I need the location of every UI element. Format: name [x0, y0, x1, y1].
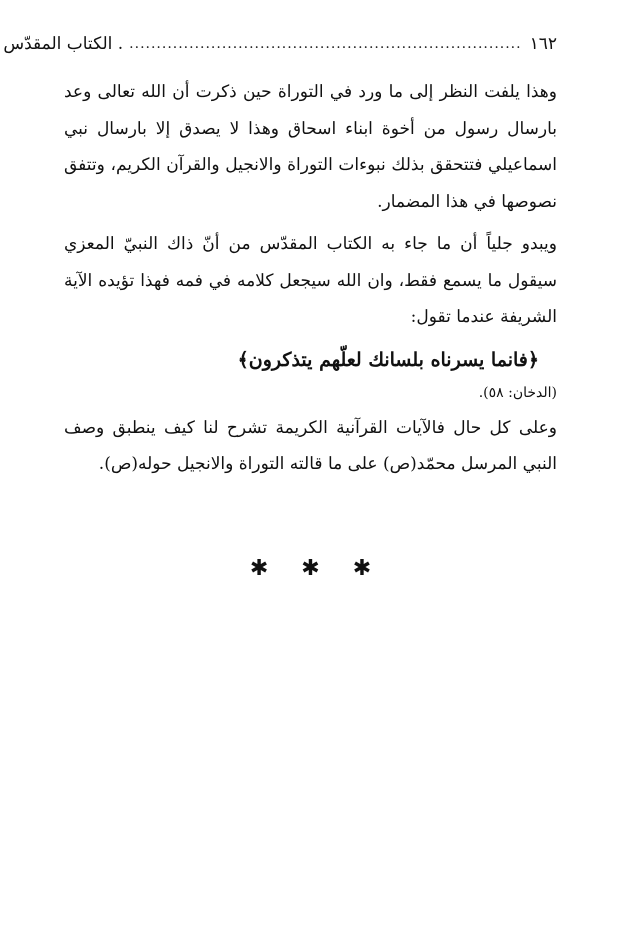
verse-citation: (الدخان: ٥٨). [478, 384, 557, 401]
paragraph-3: وعلى كل حال فالآيات القرآنية الكريمة تشرح لنا كيف ينطبق وصف النبي المرسل محمّد(ص) على ما قالته التوراة والانجيل حوله(ص). [64, 417, 557, 474]
running-head [3, 30, 557, 58]
page-body [64, 74, 557, 483]
section-end-ornament [0, 556, 621, 581]
page-number: ١٦٢ [529, 34, 557, 54]
paragraph-1: وهذا يلفت النظر إلى ما ورد في التوراة حين ذكرت أن الله تعالى وعد بارسال رسول من أخوة ابناء اسحاق وهذا لا يصدق إلا بارسال نبي اسماعيلي فتتحقق بذلك نبوءات التوراة والانجيل والقرآن الكريم، وتتفق نصوصها في هذا المضمار. [64, 82, 557, 212]
star-ornament-icon: ✱ [352, 556, 372, 581]
quran-verse: ﴿فانما يسرناه بلسانك لعلّهم يتذكرون﴾ [237, 348, 539, 371]
header-leader-dots: ........................................................................ [129, 36, 522, 52]
paragraph-2: ويبدو جلياً أن ما جاء به الكتاب المقدّس من أنّ ذاك النبيّ المعزي سيقول ما يسمع فقط، وان الله سيجعل كلامه في فمه فهذا تؤيده الآية الشريفة عندما تقول: [64, 234, 557, 327]
star-ornament-icon: ✱ [249, 556, 269, 581]
running-head-title: . الكتاب المقدّس [3, 34, 124, 54]
star-ornament-icon: ✱ [301, 556, 320, 581]
